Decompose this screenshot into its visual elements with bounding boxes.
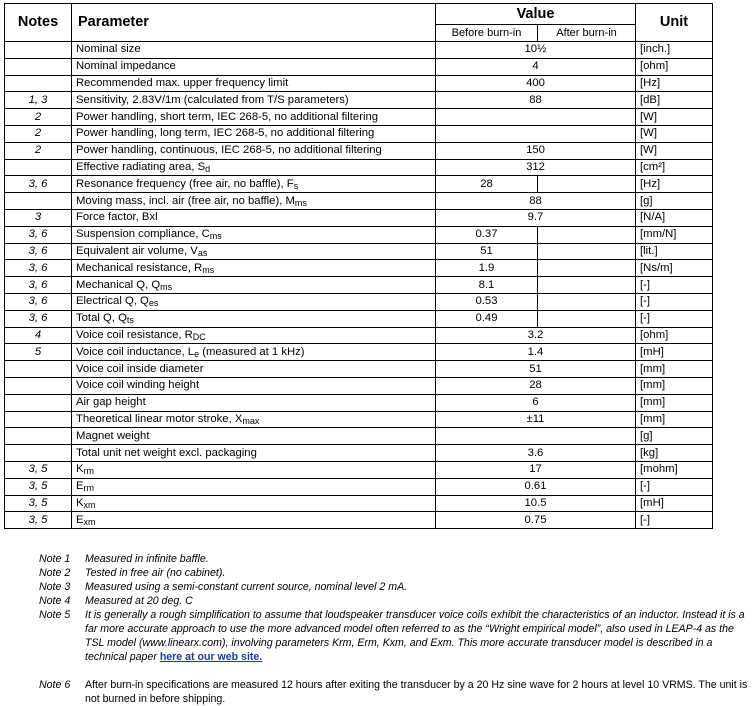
row-unit: [cm²]	[636, 159, 713, 176]
header-row	[5, 4, 713, 25]
row-unit: [-]	[636, 512, 713, 529]
row-parameter	[72, 461, 436, 478]
row-unit: [-]	[636, 293, 713, 310]
parameter-subscript: rm	[83, 466, 95, 477]
row-value: 312	[436, 159, 636, 176]
parameter-subscript: es	[148, 298, 159, 309]
row-notes: 3, 6	[5, 310, 72, 327]
row-parameter	[72, 176, 436, 193]
row-parameter	[72, 293, 436, 310]
row-value: 1.4	[436, 344, 636, 361]
web-site-link[interactable]: here at our web site.	[159, 651, 263, 663]
parameter-label: Moving mass, incl. air (free air, no baffle), M	[76, 194, 295, 207]
table-row	[5, 209, 713, 226]
row-notes: 3, 6	[5, 226, 72, 243]
parameter-label: Power handling, continuous, IEC 268-5, no additional filtering	[76, 144, 382, 157]
row-parameter	[72, 411, 436, 428]
row-parameter	[72, 209, 436, 226]
parameter-label: Voice coil inductance, L	[76, 345, 195, 358]
parameter-label: Suspension compliance, C	[76, 228, 210, 241]
row-parameter	[72, 142, 436, 159]
note-text	[85, 594, 749, 608]
parameter-label-suffix: (measured at 1 kHz)	[199, 345, 305, 358]
notes-section	[39, 552, 749, 706]
row-notes	[5, 428, 72, 445]
note-label: Note 3	[39, 581, 71, 593]
row-notes: 2	[5, 109, 72, 126]
row-parameter	[72, 260, 436, 277]
parameter-header: Parameter	[72, 4, 436, 42]
row-value	[436, 125, 636, 142]
row-notes: 3, 5	[5, 478, 72, 495]
table-row	[5, 377, 713, 394]
parameter-label: Air gap height	[76, 396, 146, 409]
parameter-label: Voice coil inside diameter	[76, 362, 204, 375]
row-notes: 2	[5, 142, 72, 159]
notes-header: Notes	[5, 4, 72, 42]
row-value: 0.61	[436, 478, 636, 495]
row-parameter	[72, 243, 436, 260]
row-notes: 3, 5	[5, 495, 72, 512]
table-row	[5, 277, 713, 294]
row-parameter	[72, 445, 436, 462]
parameter-label: K	[76, 463, 84, 476]
note-item	[39, 594, 749, 608]
table-row	[5, 327, 713, 344]
row-parameter	[72, 394, 436, 411]
spec-body	[5, 42, 713, 529]
row-notes: 3	[5, 209, 72, 226]
table-row	[5, 428, 713, 445]
table-row	[5, 478, 713, 495]
parameter-subscript: ms	[202, 264, 215, 275]
parameter-subscript: ms	[160, 281, 173, 292]
table-row	[5, 310, 713, 327]
row-value: 17	[436, 461, 636, 478]
row-value-before: 0.37	[436, 226, 538, 243]
row-notes	[5, 193, 72, 210]
parameter-label: Electrical Q, Q	[76, 295, 149, 308]
table-row	[5, 176, 713, 193]
row-value-after	[538, 243, 636, 260]
row-value: 10.5	[436, 495, 636, 512]
note-body: Measured in infinite baffle.	[85, 553, 209, 565]
table-row	[5, 512, 713, 529]
parameter-subscript: ms	[294, 197, 307, 208]
row-notes: 3, 5	[5, 461, 72, 478]
row-unit: [mm]	[636, 411, 713, 428]
row-unit: [-]	[636, 310, 713, 327]
row-value: 0.75	[436, 512, 636, 529]
table-row	[5, 495, 713, 512]
row-value-after	[538, 176, 636, 193]
row-notes	[5, 58, 72, 75]
before-burn-in-header: Before burn-in	[436, 25, 538, 42]
row-unit: [-]	[636, 478, 713, 495]
row-value: 4	[436, 58, 636, 75]
parameter-label: Equivalent air volume, V	[76, 244, 198, 257]
parameter-label: Power handling, long term, IEC 268-5, no additional filtering	[76, 127, 375, 140]
table-row	[5, 42, 713, 59]
row-unit: [mm]	[636, 361, 713, 378]
row-value-before: 0.53	[436, 293, 538, 310]
table-row	[5, 142, 713, 159]
table-row	[5, 92, 713, 109]
row-notes: 2	[5, 125, 72, 142]
note-body: It is generally a rough simplification to assume that loudspeaker transducer voice coils exhibit the characteristics of an inductor. Instead it is a far more accurate approach to use the more advanced model often referred to as the “Wright empirical model”, also used in LEAP-4 as the TSL model (www.linearx.com), involving parameters Krm, Erm, Kxm, and Exm. This more accurate transducer model is described in a technical paper	[85, 609, 745, 663]
note-item	[39, 552, 749, 566]
row-value-before: 51	[436, 243, 538, 260]
row-notes: 3, 6	[5, 243, 72, 260]
parameter-label: Recommended max. upper frequency limit	[76, 76, 289, 89]
parameter-label: Total Q, Q	[76, 312, 127, 325]
row-parameter	[72, 344, 436, 361]
value-header: Value	[436, 4, 636, 25]
row-notes: 3, 6	[5, 176, 72, 193]
row-parameter	[72, 495, 436, 512]
row-value: 88	[436, 92, 636, 109]
row-value-before: 1.9	[436, 260, 538, 277]
row-unit: [W]	[636, 109, 713, 126]
row-notes	[5, 159, 72, 176]
row-notes	[5, 411, 72, 428]
row-unit: [ohm]	[636, 58, 713, 75]
row-notes	[5, 75, 72, 92]
note-item	[39, 580, 749, 594]
row-value: 150	[436, 142, 636, 159]
row-notes: 3, 6	[5, 260, 72, 277]
table-row	[5, 293, 713, 310]
row-value: 9.7	[436, 209, 636, 226]
row-value-after	[538, 293, 636, 310]
row-value: 6	[436, 394, 636, 411]
table-row	[5, 411, 713, 428]
row-parameter	[72, 478, 436, 495]
parameter-label: Sensitivity, 2.83V/1m (calculated from T/S parameters)	[76, 93, 349, 106]
note-label: Note 4	[39, 595, 71, 607]
parameter-label: Nominal impedance	[76, 60, 176, 73]
parameter-label: Force factor, Bxl	[76, 211, 158, 224]
row-parameter	[72, 277, 436, 294]
row-unit: [Ns/m]	[636, 260, 713, 277]
parameter-subscript: xm	[83, 516, 96, 527]
row-notes: 3, 6	[5, 277, 72, 294]
parameter-subscript: as	[197, 247, 208, 258]
row-unit: [mH]	[636, 344, 713, 361]
parameter-label: Magnet weight	[76, 429, 150, 442]
note-text	[85, 552, 749, 566]
row-value: 3.6	[436, 445, 636, 462]
row-parameter	[72, 512, 436, 529]
row-parameter	[72, 75, 436, 92]
row-unit: [W]	[636, 125, 713, 142]
row-unit: [g]	[636, 193, 713, 210]
parameter-label: Theoretical linear motor stroke, X	[76, 412, 243, 425]
note-label: Note 2	[39, 567, 71, 579]
row-parameter	[72, 193, 436, 210]
row-parameter	[72, 226, 436, 243]
table-row	[5, 445, 713, 462]
after-burn-in-header: After burn-in	[538, 25, 636, 42]
parameter-label: E	[76, 480, 84, 493]
parameter-label: Resonance frequency (free air, no baffle), F	[76, 177, 294, 190]
row-parameter	[72, 327, 436, 344]
row-notes	[5, 42, 72, 59]
row-notes	[5, 394, 72, 411]
row-value: 51	[436, 361, 636, 378]
parameter-label: Nominal size	[76, 43, 141, 56]
parameter-subscript: ts	[126, 315, 134, 326]
row-unit: [ohm]	[636, 327, 713, 344]
note-text	[85, 678, 749, 706]
row-unit: [mohm]	[636, 461, 713, 478]
table-row	[5, 226, 713, 243]
row-unit: [mm]	[636, 394, 713, 411]
row-unit: [Hz]	[636, 75, 713, 92]
table-row	[5, 109, 713, 126]
row-value: 10½	[436, 42, 636, 59]
note-text	[85, 580, 749, 594]
notes-spacer	[39, 664, 749, 678]
row-unit: [-]	[636, 277, 713, 294]
row-value-after	[538, 310, 636, 327]
note-text	[85, 608, 749, 664]
unit-header: Unit	[636, 4, 713, 42]
row-parameter	[72, 109, 436, 126]
row-unit: [inch.]	[636, 42, 713, 59]
row-notes	[5, 361, 72, 378]
row-parameter	[72, 159, 436, 176]
note-body: Measured at 20 deg. C	[85, 595, 193, 607]
parameter-label: Voice coil winding height	[76, 379, 200, 392]
parameter-subscript: e	[194, 348, 200, 359]
table-row	[5, 58, 713, 75]
note-label: Note 5	[39, 609, 71, 621]
row-parameter	[72, 42, 436, 59]
table-row	[5, 243, 713, 260]
table-row	[5, 75, 713, 92]
row-unit: [kg]	[636, 445, 713, 462]
row-value-after	[538, 277, 636, 294]
row-parameter	[72, 58, 436, 75]
table-row	[5, 461, 713, 478]
parameter-label: E	[76, 513, 84, 526]
parameter-label: Total unit net weight excl. packaging	[76, 446, 257, 459]
parameter-label: Effective radiating area, S	[76, 160, 206, 173]
row-value	[436, 428, 636, 445]
parameter-subscript: xm	[83, 499, 96, 510]
row-parameter	[72, 92, 436, 109]
row-parameter	[72, 125, 436, 142]
row-unit: [N/A]	[636, 209, 713, 226]
note-label: Note 6	[39, 679, 71, 691]
row-unit: [g]	[636, 428, 713, 445]
row-value	[436, 109, 636, 126]
table-row	[5, 125, 713, 142]
note-text	[85, 566, 749, 580]
row-notes: 3, 5	[5, 512, 72, 529]
row-unit: [dB]	[636, 92, 713, 109]
parameter-label: K	[76, 496, 84, 509]
row-parameter	[72, 428, 436, 445]
row-unit: [mm]	[636, 377, 713, 394]
note-body: Measured using a semi-constant current source, nominal level 2 mA.	[85, 581, 408, 593]
table-row	[5, 260, 713, 277]
row-unit: [mm/N]	[636, 226, 713, 243]
table-row	[5, 361, 713, 378]
row-parameter	[72, 310, 436, 327]
parameter-subscript: max	[242, 415, 260, 426]
table-row	[5, 193, 713, 210]
table-row	[5, 159, 713, 176]
row-value-after	[538, 260, 636, 277]
row-notes	[5, 377, 72, 394]
parameter-label: Mechanical resistance, R	[76, 261, 203, 274]
note-item	[39, 678, 749, 706]
parameter-label: Power handling, short term, IEC 268-5, no additional filtering	[76, 110, 379, 123]
parameter-subscript: DC	[192, 331, 206, 342]
row-notes: 5	[5, 344, 72, 361]
row-value: 28	[436, 377, 636, 394]
note-label: Note 1	[39, 553, 71, 565]
row-value-before: 28	[436, 176, 538, 193]
parameter-subscript: rm	[83, 483, 95, 494]
row-parameter	[72, 361, 436, 378]
row-value: 400	[436, 75, 636, 92]
row-value-before: 8.1	[436, 277, 538, 294]
parameter-label: Mechanical Q, Q	[76, 278, 161, 291]
note-body: After burn-in specifications are measured 12 hours after exiting the transducer by a 20 Hz sine wave for 2 hours at level 10 VRMS. The unit is not burned in before shipping.	[85, 679, 748, 705]
row-unit: [lit.]	[636, 243, 713, 260]
row-unit: [W]	[636, 142, 713, 159]
parameter-subscript: d	[205, 163, 211, 174]
row-notes: 4	[5, 327, 72, 344]
row-value-after	[538, 226, 636, 243]
row-notes: 3, 6	[5, 293, 72, 310]
row-unit: [Hz]	[636, 176, 713, 193]
row-value: 3.2	[436, 327, 636, 344]
row-unit: [mH]	[636, 495, 713, 512]
parameter-subscript: ms	[209, 231, 222, 242]
row-parameter	[72, 377, 436, 394]
row-value: 88	[436, 193, 636, 210]
note-item	[39, 608, 749, 664]
row-value: ±11	[436, 411, 636, 428]
row-notes	[5, 445, 72, 462]
spec-table	[4, 3, 713, 529]
table-row	[5, 344, 713, 361]
parameter-subscript: s	[293, 180, 299, 191]
parameter-label: Voice coil resistance, R	[76, 328, 193, 341]
row-notes: 1, 3	[5, 92, 72, 109]
note-item	[39, 566, 749, 580]
row-value-before: 0.49	[436, 310, 538, 327]
table-row	[5, 394, 713, 411]
note-body: Tested in free air (no cabinet).	[85, 567, 226, 579]
